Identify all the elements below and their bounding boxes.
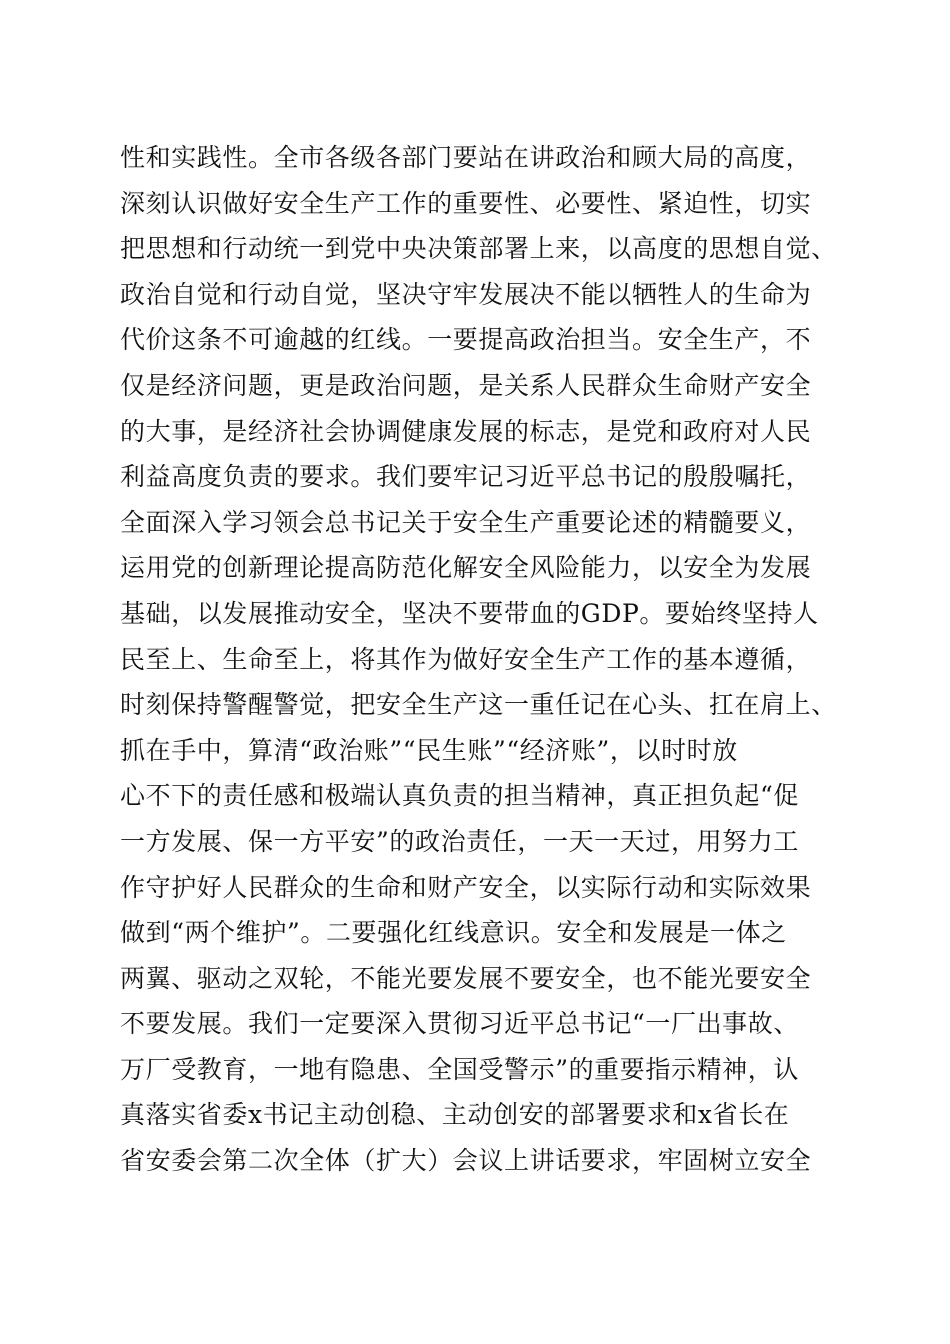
text-line: 民至上、生命至上，将其作为做好安全生产工作的基本遵循， — [120, 644, 812, 674]
text-line: 运用党的创新理论提高防范化解安全风险能力，以安全为发展 — [120, 553, 812, 583]
text-line: 不要发展。我们一定要深入贯彻习近平总书记“一厂出事故、 — [120, 1009, 799, 1039]
text-line: 一方发展、保一方平安”的政治责任，一天一天过，用努力工 — [120, 826, 799, 856]
text-line: 性和实践性。全市各级各部门要站在讲政治和顾大局的高度， — [120, 143, 812, 172]
text-line: 作守护好人民群众的生命和财产安全，以实际行动和实际效果 — [120, 872, 812, 902]
text-line: 时刻保持警醒警觉，把安全生产这一重任记在心头、扛在肩上、 — [120, 690, 837, 720]
body-text — [120, 135, 840, 1184]
text-line: 仅是经济问题，更是政治问题，是关系人民群众生命财产安全 — [120, 370, 812, 400]
text-line: 心不下的责任感和极端认真负责的担当精神，真正担负起“促 — [120, 781, 799, 811]
text-line: 做到“两个维护”。二要强化红线意识。安全和发展是一体之 — [120, 918, 787, 948]
text-line: 抓在手中，算清“政治账”“民生账”“经济账”，以时时放 — [120, 735, 738, 765]
text-line: 全面深入学习领会总书记关于安全生产重要论述的精髓要义， — [120, 507, 812, 537]
text-line: 把思想和行动统一到党中央决策部署上来，以高度的思想自觉、 — [120, 234, 837, 264]
text-line: 两翼、驱动之双轮，不能光要发展不要安全，也不能光要安全 — [120, 963, 812, 993]
text-line: 真落实省委x书记主动创稳、主动创安的部署要求和x省长在 — [120, 1100, 790, 1130]
text-line: 代价这条不可逾越的红线。一要提高政治担当。安全生产，不 — [120, 325, 812, 355]
text-line: 利益高度负责的要求。我们要牢记习近平总书记的殷殷嘱托， — [120, 462, 812, 492]
text-line: 深刻认识做好安全生产工作的重要性、必要性、紧迫性，切实 — [120, 188, 812, 218]
text-line: 的大事，是经济社会协调健康发展的标志，是党和政府对人民 — [120, 416, 812, 446]
text-line: 省安委会第二次全体（扩大）会议上讲话要求，牢固树立安全 — [120, 1146, 812, 1176]
text-line: 万厂受教育，一地有隐患、全国受警示”的重要指示精神，认 — [120, 1054, 799, 1084]
text-line: 基础，以发展推动安全，坚决不要带血的GDP。要始终坚持人 — [120, 598, 819, 628]
text-line: 政治自觉和行动自觉，坚决守牢发展决不能以牺牲人的生命为 — [120, 279, 812, 309]
